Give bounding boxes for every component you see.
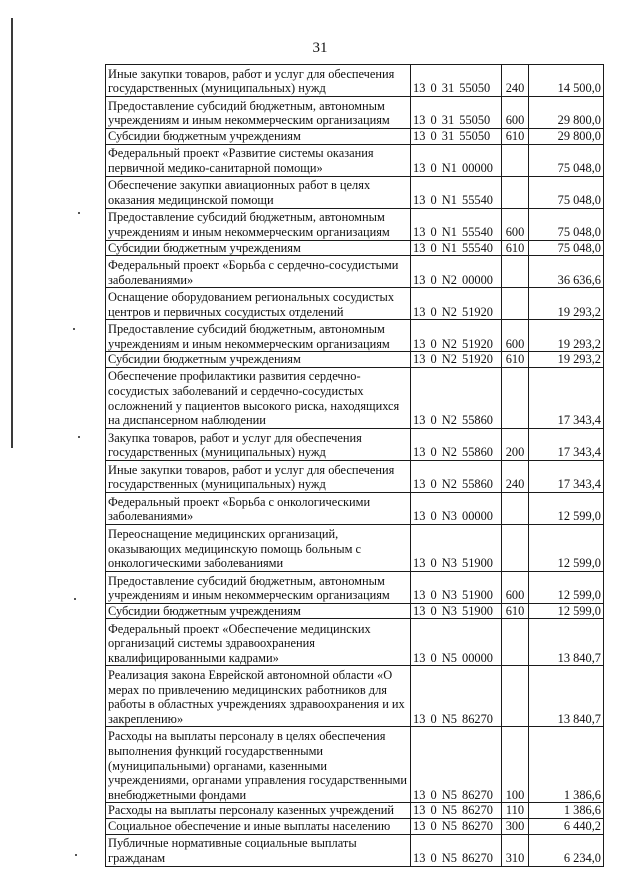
table-row — [106, 834, 604, 866]
row-expense-type: 100 — [502, 727, 529, 803]
row-expense-type — [502, 619, 529, 666]
table-row — [106, 176, 604, 208]
row-sum: 12 599,0 — [529, 492, 604, 524]
table-row — [106, 367, 604, 428]
row-expense-type: 600 — [502, 97, 529, 129]
table-row — [106, 144, 604, 176]
row-sum: 75 048,0 — [529, 240, 604, 256]
row-code: 13 0 31 55050 — [411, 97, 502, 129]
row-name: Федеральный проект «Борьба с сердечно-сосудистыми заболеваниями» — [106, 256, 411, 288]
row-expense-type: 110 — [502, 803, 529, 819]
row-code: 13 0 N1 55540 — [411, 176, 502, 208]
table-row — [106, 818, 604, 834]
row-code: 13 0 N5 86270 — [411, 803, 502, 819]
row-name: Субсидии бюджетным учреждениям — [106, 352, 411, 368]
row-name: Расходы на выплаты персоналу казенных учреждений — [106, 803, 411, 819]
row-code: 13 0 31 55050 — [411, 129, 502, 145]
table-row — [106, 320, 604, 352]
row-name: Публичные нормативные социальные выплаты гражданам — [106, 834, 411, 866]
budget-table-body — [106, 65, 604, 867]
row-name: Федеральный проект «Борьба с онкологическими заболеваниями» — [106, 492, 411, 524]
row-expense-type — [502, 144, 529, 176]
scan-speck — [78, 436, 80, 438]
row-expense-type — [502, 288, 529, 320]
row-expense-type: 610 — [502, 129, 529, 145]
row-sum: 29 800,0 — [529, 129, 604, 145]
row-sum: 12 599,0 — [529, 603, 604, 619]
row-sum: 75 048,0 — [529, 176, 604, 208]
row-code: 13 0 N5 86270 — [411, 834, 502, 866]
row-code: 13 0 N3 00000 — [411, 492, 502, 524]
row-name: Предоставление субсидий бюджетным, автономным учреждениям и иным некоммерческим организациям — [106, 320, 411, 352]
row-expense-type — [502, 256, 529, 288]
table-row — [106, 619, 604, 666]
row-sum: 1 386,6 — [529, 803, 604, 819]
row-name: Предоставление субсидий бюджетным, автономным учреждениям и иным некоммерческим организациям — [106, 571, 411, 603]
row-sum: 1 386,6 — [529, 727, 604, 803]
row-expense-type: 240 — [502, 460, 529, 492]
row-expense-type: 610 — [502, 603, 529, 619]
row-name: Расходы на выплаты персоналу в целях обеспечения выполнения функций государственными (муниципальными) органами, казенными учреждениями, органами управления государственными внебюджетными фондами — [106, 727, 411, 803]
table-row — [106, 571, 604, 603]
row-name: Оснащение оборудованием региональных сосудистых центров и первичных сосудистых отделений — [106, 288, 411, 320]
row-code: 13 0 N5 86270 — [411, 666, 502, 727]
row-name: Обеспечение профилактики развития сердечно-сосудистых заболеваний и сердечно-сосудистых осложнений у пациентов высокого риска, находящихся на диспансерном наблюдении — [106, 367, 411, 428]
row-code: 13 0 N1 00000 — [411, 144, 502, 176]
row-code: 13 0 N2 51920 — [411, 288, 502, 320]
row-expense-type: 600 — [502, 208, 529, 240]
row-name: Закупка товаров, работ и услуг для обеспечения государственных (муниципальных) нужд — [106, 428, 411, 460]
row-name: Предоставление субсидий бюджетным, автономным учреждениям и иным некоммерческим организациям — [106, 97, 411, 129]
table-row — [106, 428, 604, 460]
row-code: 13 0 N2 55860 — [411, 428, 502, 460]
row-sum: 36 636,6 — [529, 256, 604, 288]
table-row — [106, 666, 604, 727]
row-name: Социальное обеспечение и иные выплаты населению — [106, 818, 411, 834]
row-code: 13 0 N3 51900 — [411, 571, 502, 603]
row-expense-type — [502, 176, 529, 208]
table-row — [106, 492, 604, 524]
row-name: Федеральный проект «Обеспечение медицинских организаций системы здравоохранения квалифицированными кадрами» — [106, 619, 411, 666]
table-row — [106, 208, 604, 240]
row-sum: 19 293,2 — [529, 320, 604, 352]
row-code: 13 0 N5 86270 — [411, 818, 502, 834]
table-row — [106, 352, 604, 368]
table-row — [106, 727, 604, 803]
row-code: 13 0 N1 55540 — [411, 240, 502, 256]
row-sum: 75 048,0 — [529, 208, 604, 240]
page-number: 31 — [312, 40, 328, 56]
table-row — [106, 524, 604, 571]
row-expense-type: 610 — [502, 352, 529, 368]
row-sum: 29 800,0 — [529, 97, 604, 129]
row-sum: 17 343,4 — [529, 428, 604, 460]
row-name: Субсидии бюджетным учреждениям — [106, 240, 411, 256]
scan-speck — [75, 854, 77, 856]
row-code: 13 0 N5 86270 — [411, 727, 502, 803]
row-sum: 6 440,2 — [529, 818, 604, 834]
row-code: 13 0 N2 55860 — [411, 367, 502, 428]
row-code: 13 0 N2 51920 — [411, 352, 502, 368]
table-row — [106, 65, 604, 97]
row-name: Федеральный проект «Развитие системы оказания первичной медико-санитарной помощи» — [106, 144, 411, 176]
scan-speck — [78, 212, 80, 214]
table-row — [106, 460, 604, 492]
row-code: 13 0 N3 51900 — [411, 603, 502, 619]
row-sum: 12 599,0 — [529, 571, 604, 603]
row-name: Обеспечение закупки авиационных работ в целях оказания медицинской помощи — [106, 176, 411, 208]
row-code: 13 0 N2 00000 — [411, 256, 502, 288]
table-row — [106, 129, 604, 145]
row-expense-type — [502, 666, 529, 727]
row-expense-type — [502, 492, 529, 524]
row-name: Иные закупки товаров, работ и услуг для обеспечения государственных (муниципальных) нужд — [106, 65, 411, 97]
row-expense-type: 610 — [502, 240, 529, 256]
row-sum: 14 500,0 — [529, 65, 604, 97]
row-expense-type: 600 — [502, 571, 529, 603]
row-code: 13 0 31 55050 — [411, 65, 502, 97]
row-code: 13 0 N2 51920 — [411, 320, 502, 352]
row-sum: 17 343,4 — [529, 460, 604, 492]
table-row — [106, 288, 604, 320]
row-expense-type — [502, 524, 529, 571]
row-expense-type: 600 — [502, 320, 529, 352]
table-row — [106, 256, 604, 288]
row-name: Реализация закона Еврейской автономной области «О мерах по привлечению медицинских работников для работы в областных учреждениях здравоохранения и их закреплению» — [106, 666, 411, 727]
table-row — [106, 603, 604, 619]
row-code: 13 0 N3 51900 — [411, 524, 502, 571]
row-name: Субсидии бюджетным учреждениям — [106, 603, 411, 619]
table-row — [106, 240, 604, 256]
row-sum: 17 343,4 — [529, 367, 604, 428]
row-sum: 75 048,0 — [529, 144, 604, 176]
row-name: Иные закупки товаров, работ и услуг для обеспечения государственных (муниципальных) нужд — [106, 460, 411, 492]
row-name: Предоставление субсидий бюджетным, автономным учреждениям и иным некоммерческим организациям — [106, 208, 411, 240]
row-sum: 19 293,2 — [529, 352, 604, 368]
row-code: 13 0 N5 00000 — [411, 619, 502, 666]
budget-table — [105, 64, 604, 867]
row-code: 13 0 N2 55860 — [411, 460, 502, 492]
table-row — [106, 803, 604, 819]
row-expense-type: 240 — [502, 65, 529, 97]
row-name: Переоснащение медицинских организаций, оказывающих медицинскую помощь больным с онкологическими заболеваниями — [106, 524, 411, 571]
scan-speck — [73, 328, 75, 330]
row-sum: 6 234,0 — [529, 834, 604, 866]
row-expense-type: 200 — [502, 428, 529, 460]
row-sum: 13 840,7 — [529, 619, 604, 666]
scan-margin-line — [11, 18, 13, 448]
row-expense-type: 300 — [502, 818, 529, 834]
row-code: 13 0 N1 55540 — [411, 208, 502, 240]
table-row — [106, 97, 604, 129]
row-sum: 13 840,7 — [529, 666, 604, 727]
row-sum: 12 599,0 — [529, 524, 604, 571]
row-expense-type: 310 — [502, 834, 529, 866]
scan-speck — [74, 598, 76, 600]
row-sum: 19 293,2 — [529, 288, 604, 320]
row-expense-type — [502, 367, 529, 428]
row-name: Субсидии бюджетным учреждениям — [106, 129, 411, 145]
